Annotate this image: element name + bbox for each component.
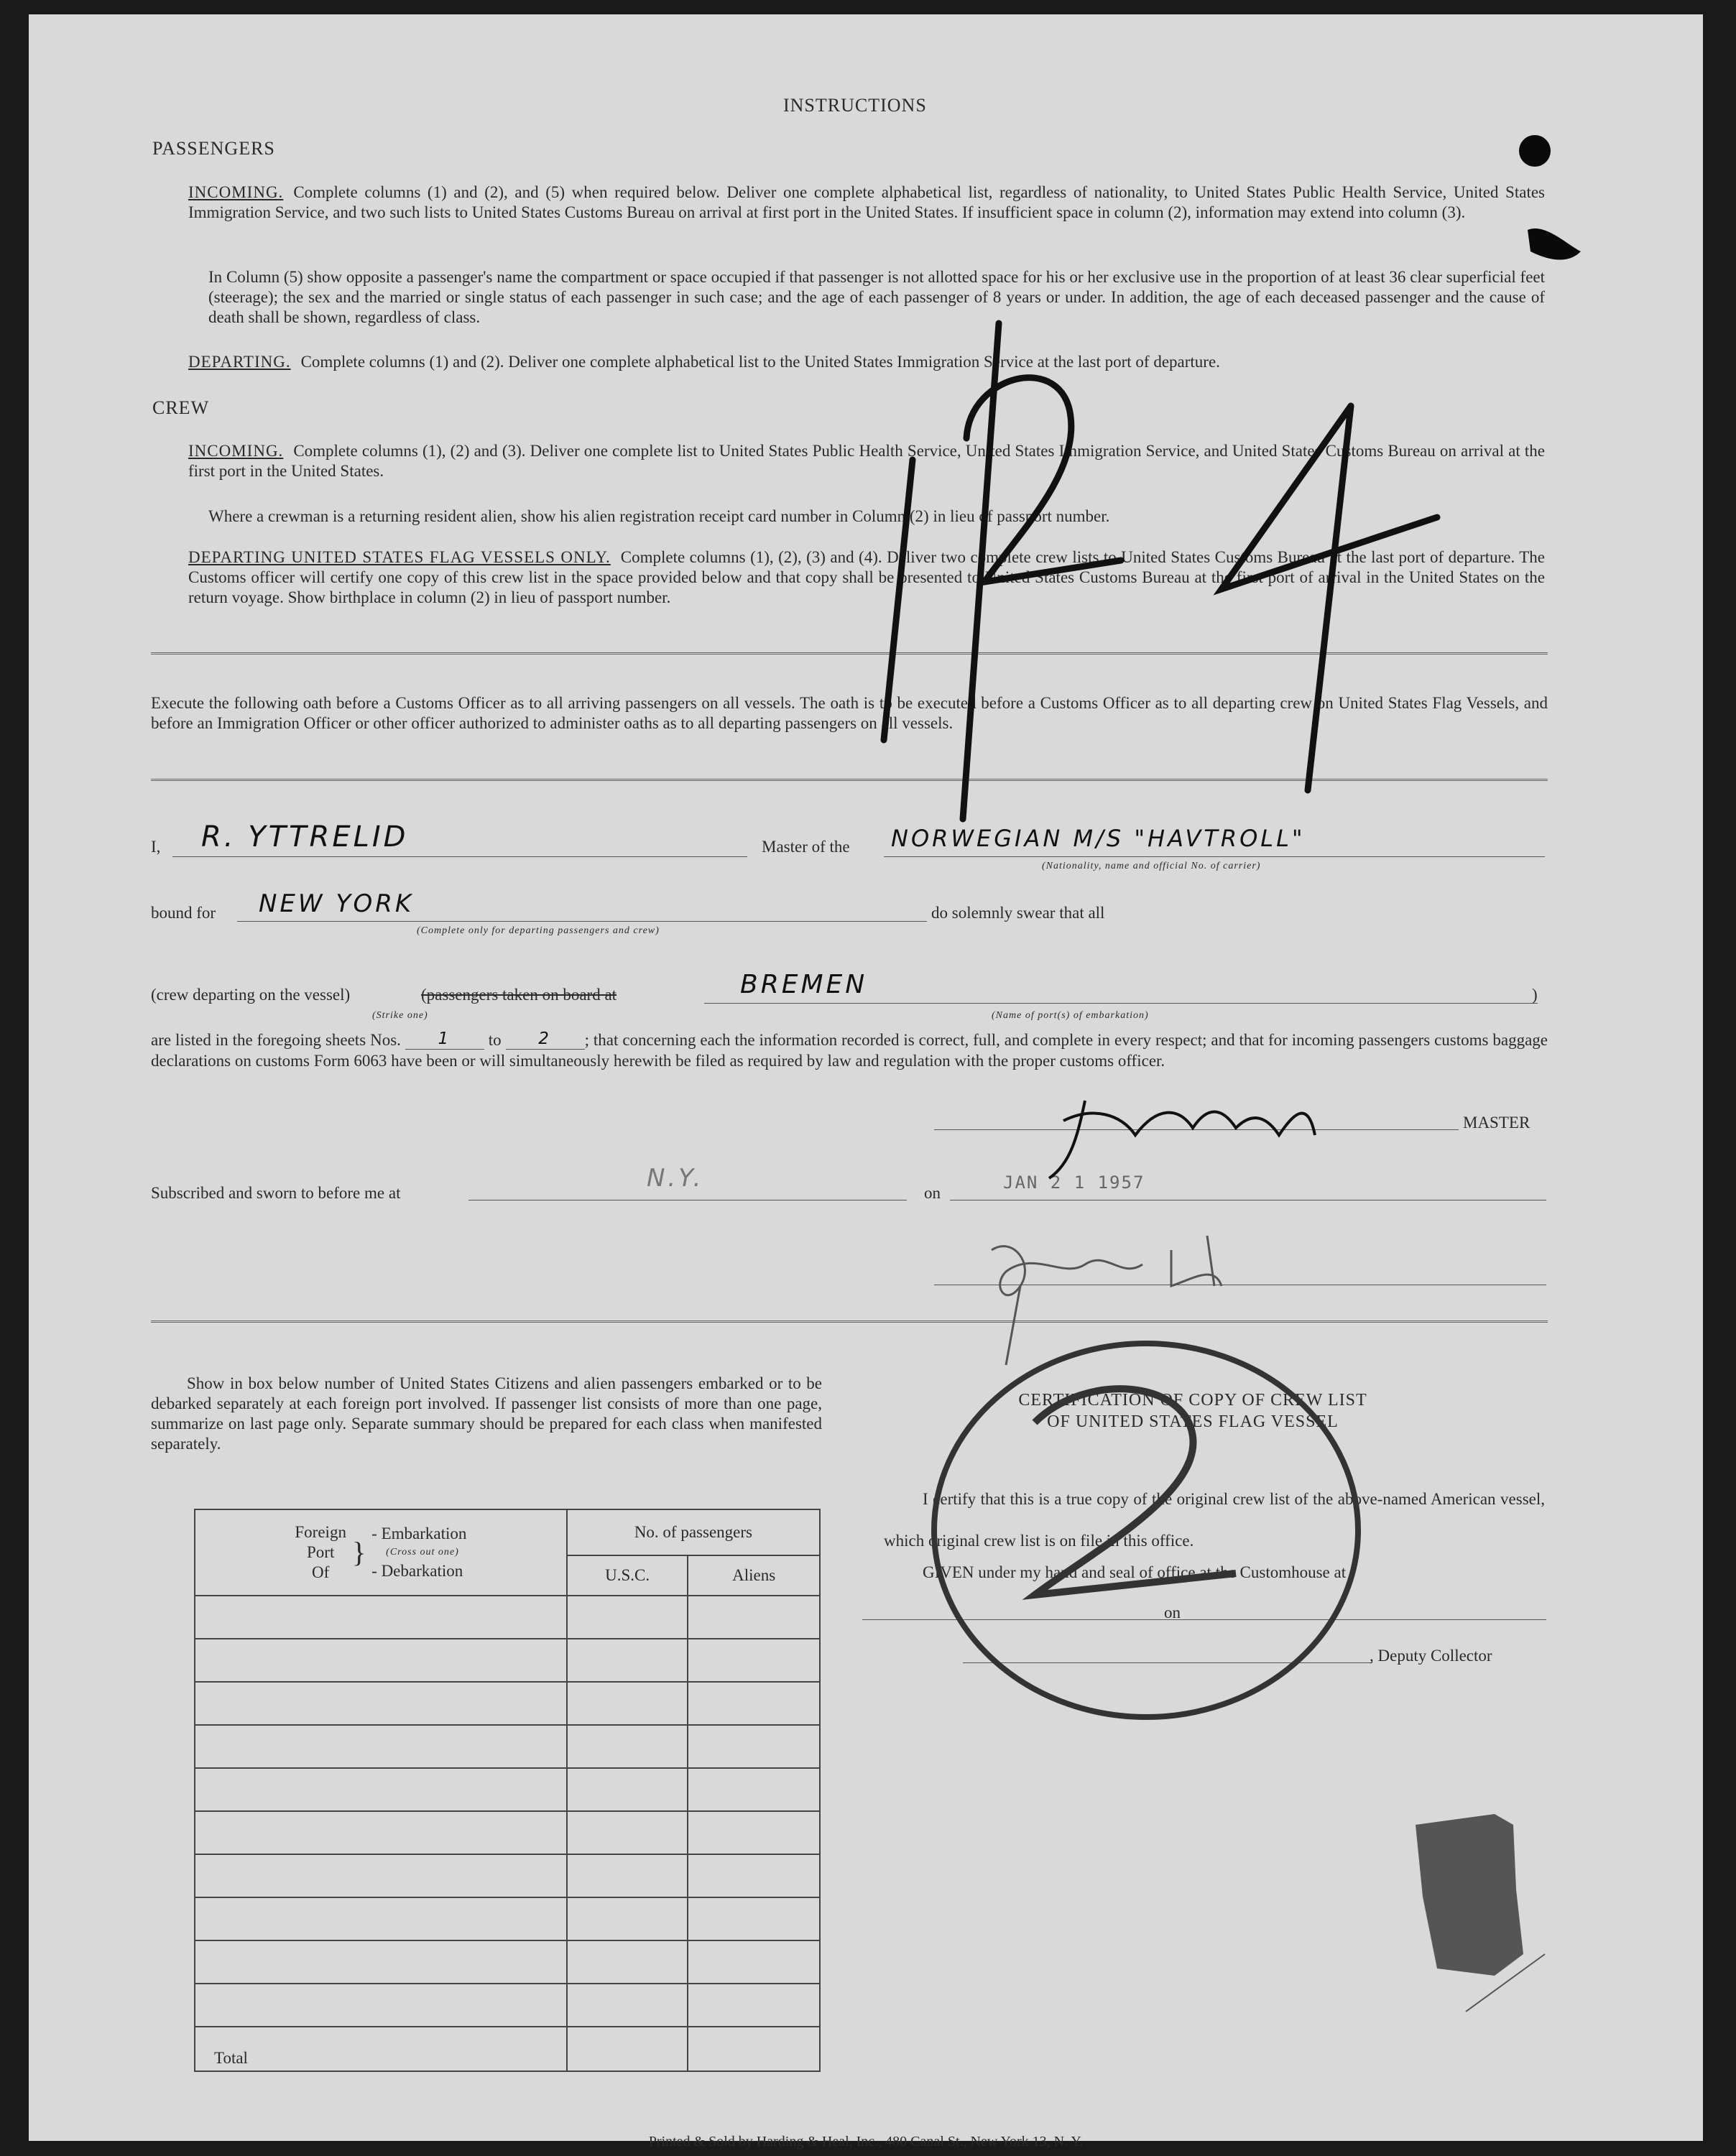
deputy-label: , Deputy Collector <box>1370 1647 1492 1665</box>
crew-incoming-lead: INCOMING. <box>188 442 284 460</box>
master-name-field[interactable]: R. YTTRELID <box>201 820 409 853</box>
date-stamp: JAN 2 1 1957 <box>1003 1172 1145 1193</box>
ink-blot <box>1528 228 1581 260</box>
certification-title-line1: CERTIFICATION OF COPY OF CREW LIST <box>1018 1391 1367 1410</box>
page-title: INSTRUCTIONS <box>783 95 927 116</box>
embarkation-port-field[interactable]: BREMEN <box>740 970 868 999</box>
form-sheet <box>29 14 1703 2150</box>
aliens-header: Aliens <box>688 1555 820 1596</box>
total-label: Total <box>195 2027 567 2071</box>
crew-heading: CREW <box>152 397 210 418</box>
brace-icon: } <box>351 1536 366 1568</box>
page-number-annotation <box>884 323 1437 819</box>
punch-hole <box>1519 135 1551 167</box>
strike-caption: (Strike one) <box>372 1010 428 1021</box>
certification-title-line2: OF UNITED STATES FLAG VESSEL <box>1047 1412 1339 1431</box>
master-of-label: Master of the <box>762 838 850 856</box>
certify-text: I certify that this is a true copy of the original crew list of the above-named American vessel, which original crew list is on file in this office. <box>884 1490 1545 1550</box>
debarkation-option[interactable]: - Debarkation <box>371 1562 463 1580</box>
crew-resident-paragraph: Where a crewman is a returning resident alien, show his alien registration receipt card number in Column (2) in lieu of passport number. <box>208 507 1110 525</box>
given-text: GIVEN under my hand and seal of office at the Customhouse at <box>923 1563 1347 1581</box>
passengers-count-header: No. of passengers <box>567 1509 820 1555</box>
sheets-label: are listed in the foregoing sheets Nos. <box>151 1031 401 1049</box>
sworn-place-field[interactable]: N.Y. <box>647 1164 704 1193</box>
crew-incoming-text: Complete columns (1), (2) and (3). Deliver one complete list to United States Public Health Service, United States Immigration Service, and United States Customs Bureau on arrival at the first port in the United States. <box>188 442 1545 480</box>
crew-option: (crew departing on the vessel) <box>151 986 351 1004</box>
circled-number-annotation <box>934 1343 1358 1717</box>
oath-intro: Execute the following oath before a Customs Officer as to all arriving passengers on all vessels. The oath is to be executed before a Customs Officer as to all departing crew on United States Flag Vessels, and before an Immigration Officer or other officer authorized to administer oaths as to all departing passengers on all vessels. <box>151 694 1548 732</box>
passenger-option-struck: (passengers taken on board at <box>421 986 617 1004</box>
printer-footer: Printed & Sold by Harding & Heal, Inc., 480 Canal St., New York 13, N. Y. <box>648 2134 1084 2150</box>
foreign-label: Foreign <box>295 1523 346 1541</box>
port-label: Port <box>307 1543 335 1561</box>
handwriting-layer <box>29 14 1703 2141</box>
sworn-on-label: on <box>924 1184 941 1202</box>
passengers-departing-text: Complete columns (1) and (2). Deliver one complete alphabetical list to the United States Immigration Service at the last port of departure. <box>300 353 1220 371</box>
embarkation-option[interactable]: - Embarkation <box>371 1525 467 1542</box>
master-label: MASTER <box>1463 1114 1530 1132</box>
destination-field[interactable]: NEW YORK <box>259 889 415 918</box>
sheets-text: ; that concerning each the information recorded is correct, full, and complete in every respect; and that for incoming passengers customs baggage declarations on customs Form 6063 have been or will simultaneously herewith be filed as required by law and regulation with the proper customs officer. <box>151 1031 1548 1070</box>
sheet-to-field[interactable]: 2 <box>506 1029 585 1050</box>
to-label: to <box>488 1031 502 1049</box>
cross-caption: (Cross out one) <box>386 1547 459 1558</box>
passengers-column5-paragraph: In Column (5) show opposite a passenger's name the compartment or space occupied if that passenger is not allotted space for his or her exclusive use in the proportion of at least 36 clear superficial feet (steerage); the sex and the married or single status of each passenger in such case; and the age of each passenger of 8 years or under. In addition, the age of each deceased passenger and the cause of death shall be shown, regardless of class. <box>208 268 1545 326</box>
summary-instructions: Show in box below number of United States Citizens and alien passengers embarked or to be debarked separately at each foreign port involved. If passenger list consists of more than one page, summarize on last page only. Separate summary should be prepared for each class when manifested separately. <box>151 1374 822 1453</box>
of-label: Of <box>312 1563 330 1581</box>
passengers-heading: PASSENGERS <box>152 138 275 159</box>
i-label: I, <box>151 838 161 856</box>
crew-flag-text: Complete columns (1), (2), (3) and (4). Deliver two complete crew lists to United States Customs Bureau at the last port of departure. The Customs officer will certify one copy of this crew list in the space provided below and that copy shall be presented to United States Customs Bureau at the first port of arrival in the United States on the return voyage. Show birthplace in column (2) in lieu of passport number. <box>188 548 1546 606</box>
passengers-departing-lead: DEPARTING. <box>188 353 291 371</box>
subscribed-label: Subscribed and sworn to before me at <box>151 1184 401 1202</box>
vessel-caption: (Nationality, name and official No. of carrier) <box>1042 861 1261 871</box>
destination-caption: (Complete only for departing passengers and crew) <box>417 925 660 936</box>
close-paren: ) <box>1532 986 1538 1004</box>
swear-text: do solemnly swear that all <box>931 904 1105 922</box>
passengers-incoming-text: Complete columns (1) and (2), and (5) when required below. Deliver one complete alphabetical list, regardless of nationality, to United States Public Health Service, United States Immigration Service, and two such lists to United States Customs Bureau on arrival at first port in the United States. If insufficient space in column (2), information may extend into column (3). <box>188 183 1545 221</box>
vessel-field[interactable]: NORWEGIAN M/S "HAVTROLL" <box>891 825 1306 852</box>
passengers-incoming-lead: INCOMING. <box>188 183 284 201</box>
crew-flag-lead: DEPARTING UNITED STATES FLAG VESSELS ONLY. <box>188 548 611 566</box>
certification-on-label: on <box>1164 1604 1181 1621</box>
port-caption: (Name of port(s) of embarkation) <box>992 1010 1149 1021</box>
usc-header: U.S.C. <box>567 1555 688 1596</box>
master-signature <box>1049 1101 1315 1178</box>
sheet-from-field[interactable]: 1 <box>405 1029 484 1050</box>
torn-patch <box>1416 1814 1523 1976</box>
bound-for-label: bound for <box>151 904 216 922</box>
